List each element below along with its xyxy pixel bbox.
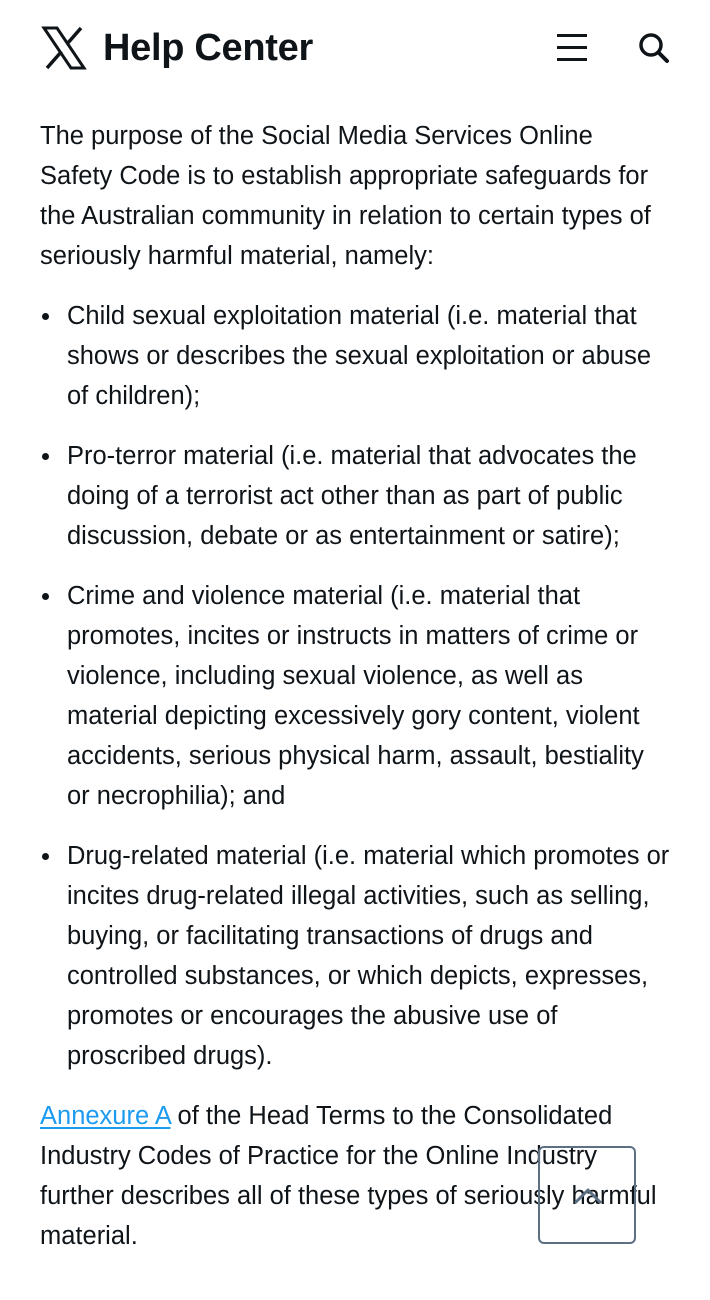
- site-title[interactable]: Help Center: [103, 27, 313, 69]
- material-types-list: [40, 296, 670, 1076]
- annexure-a-link[interactable]: Annexure A: [40, 1102, 171, 1130]
- back-to-top-button[interactable]: [538, 1146, 636, 1244]
- site-header: [0, 0, 710, 96]
- list-item-child-exploitation: Child sexual exploitation material (i.e. material that shows or describes the sexual exploitation or abuse of children);: [67, 296, 670, 416]
- outro-text: of the Head Terms to the Consolidated Industry Codes of Practice for the Online Industry further describes all of these types of seriously harmful material.: [40, 1102, 657, 1250]
- chevron-up-icon: [570, 1178, 606, 1214]
- search-icon[interactable]: [636, 30, 672, 66]
- x-logo-icon[interactable]: [40, 24, 88, 72]
- list-item-pro-terror: Pro-terror material (i.e. material that advocates the doing of a terrorist act other than as part of public discussion, debate or as entertainment or satire);: [67, 436, 670, 556]
- list-item-drug-related: Drug-related material (i.e. material which promotes or incites drug-related illegal activities, such as selling, buying, or facilitating transactions of drugs and controlled substances, or which depicts, expresses, promotes or encourages the abusive use of proscribed drugs).: [67, 836, 670, 1076]
- article-body: [40, 116, 670, 1256]
- intro-paragraph: The purpose of the Social Media Services Online Safety Code is to establish appropriate safeguards for the Australian community in relation to certain types of seriously harmful material, namely:: [40, 122, 651, 270]
- list-item-crime-violence: Crime and violence material (i.e. material that promotes, incites or instructs in matters of crime or violence, including sexual violence, as well as material depicting excessively gory content, violent accidents, serious physical harm, assault, bestiality or necrophilia); and: [67, 576, 670, 816]
- hamburger-menu-icon[interactable]: [552, 30, 592, 66]
